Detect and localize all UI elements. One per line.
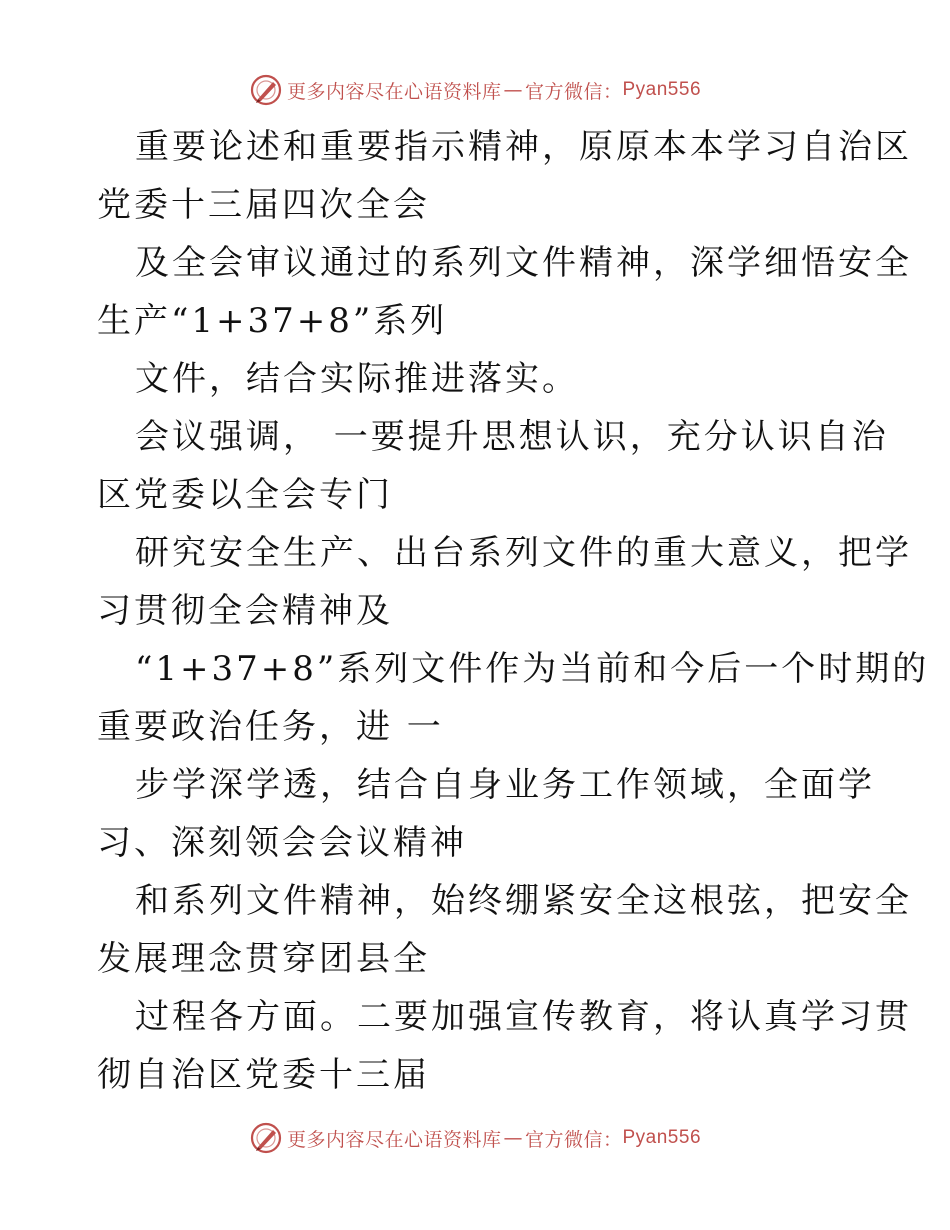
text-line: 研究安全生产、出台系列文件的重大意义，把学 (135, 533, 912, 573)
footer-brand-text: 更多内容尽在心语资料库 (286, 1128, 502, 1151)
text-line: 彻自治区党委十三届 (97, 1055, 430, 1095)
text-line: 生产“1+37+8”系列 (97, 301, 448, 341)
footer-banner (0, 1118, 950, 1158)
text-line: 会议强调， 一要提升思想认识，充分认识自治 (135, 417, 889, 457)
text-line: 重要论述和重要指示精神，原原本本学习自治区 (135, 127, 912, 167)
text-line: 发展理念贯穿团县全 (97, 939, 430, 979)
text-line: 及全会审议通过的系列文件精神，深学细悟安全 (135, 243, 912, 283)
text-line: 步学深学透，结合自身业务工作领域，全面学 (135, 765, 875, 805)
header-brand-text: 更多内容尽在心语资料库 (286, 80, 502, 103)
quill-logo-icon (249, 73, 283, 107)
text-line: 党委十三届四次全会 (97, 185, 430, 225)
footer-separator: — (503, 1127, 523, 1149)
text-line: 习贯彻全会精神及 (97, 591, 393, 631)
footer-wechat-label: 官方微信： (524, 1128, 623, 1151)
text-line: 文件，结合实际推进落实。 (135, 359, 579, 399)
text-line: 和系列文件精神，始终绷紧安全这根弦，把安全 (135, 881, 912, 921)
body-text (97, 118, 930, 1104)
text-line: 重要政治任务，进 一 (97, 707, 444, 747)
text-line: 区党委以全会专门 (97, 475, 393, 515)
header-wechat-label: 官方微信： (524, 80, 623, 103)
header-wechat-id: Pyan556 (622, 79, 702, 100)
header-banner (0, 70, 950, 110)
text-line: 习、深刻领会会议精神 (97, 823, 467, 863)
text-line: “1+37+8”系列文件作为当前和今后一个时期的 (135, 649, 930, 689)
footer-wechat-id: Pyan556 (622, 1127, 702, 1148)
text-line: 过程各方面。二要加强宣传教育，将认真学习贯 (135, 997, 912, 1037)
header-separator: — (503, 79, 523, 101)
quill-logo-icon (249, 1121, 283, 1155)
